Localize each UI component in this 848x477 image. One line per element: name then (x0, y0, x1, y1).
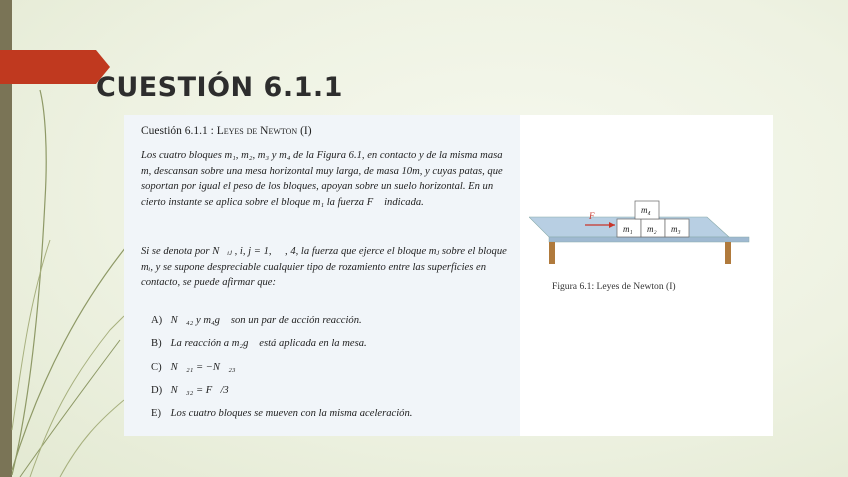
answer-option-a: A) N⃗₄₂ y m₄g⃗ son un par de acción reacción. (151, 315, 362, 326)
answer-option-d: D) N⃗₃₂ = F⃗/3 (151, 384, 229, 396)
question-image (124, 115, 773, 436)
figure-blocks-on-table (529, 195, 759, 295)
table-leg-left (549, 242, 555, 264)
question-heading (141, 125, 312, 137)
block-m4-label: m₄ (641, 205, 651, 215)
block-m3-label: m₃ (671, 224, 681, 234)
force-label: F (589, 211, 595, 221)
figure-caption: Figura 6.1: Leyes de Newton (I) (552, 281, 676, 292)
question-paragraph-2: Si se denota por N⃗ᵢⱼ , i, j = 1, ⋯ , 4, la fuerza que ejerce el bloque mⱼ sobre el bloque mᵢ, y se supone despreciable cualquier tipo de rozamiento entre las superficies en contacto, se puede afirmar que: (141, 246, 507, 289)
answer-option-c: C) N⃗₂₁ = −N⃗₂₃ (151, 361, 236, 373)
answer-option-e: E) Los cuatro bloques se mueven con la misma aceleración. (151, 408, 413, 420)
answer-options (151, 315, 511, 431)
table-leg-right (725, 242, 731, 264)
question-text-panel (124, 115, 520, 436)
table-front-edge (549, 237, 749, 242)
question-topic: Leyes de Newton (I) (216, 125, 312, 137)
question-number: Cuestión 6.1.1 : (141, 125, 214, 137)
answer-option-b: B) La reacción a m₂g⃗ está aplicada en la mesa. (151, 338, 367, 350)
block-m1-label: m₁ (623, 224, 633, 234)
slide-title: CUESTIÓN 6.1.1 (96, 72, 343, 103)
title-ribbon (0, 50, 110, 84)
block-m2-label: m₂ (647, 224, 657, 234)
question-paragraph-1: Los cuatro bloques m₁, m₂, m₃ y m₄ de la Figura 6.1, en contacto y de la misma masa m, descansan sobre una mesa horizontal muy larga, de masa 10m, y cuyas patas, que soportan por igual el peso de los bloques, apoyan sobre un suelo horizontal. En un cierto instante se aplica sobre el bloque m₁ la fuerza F⃗ indicada. (141, 150, 503, 208)
